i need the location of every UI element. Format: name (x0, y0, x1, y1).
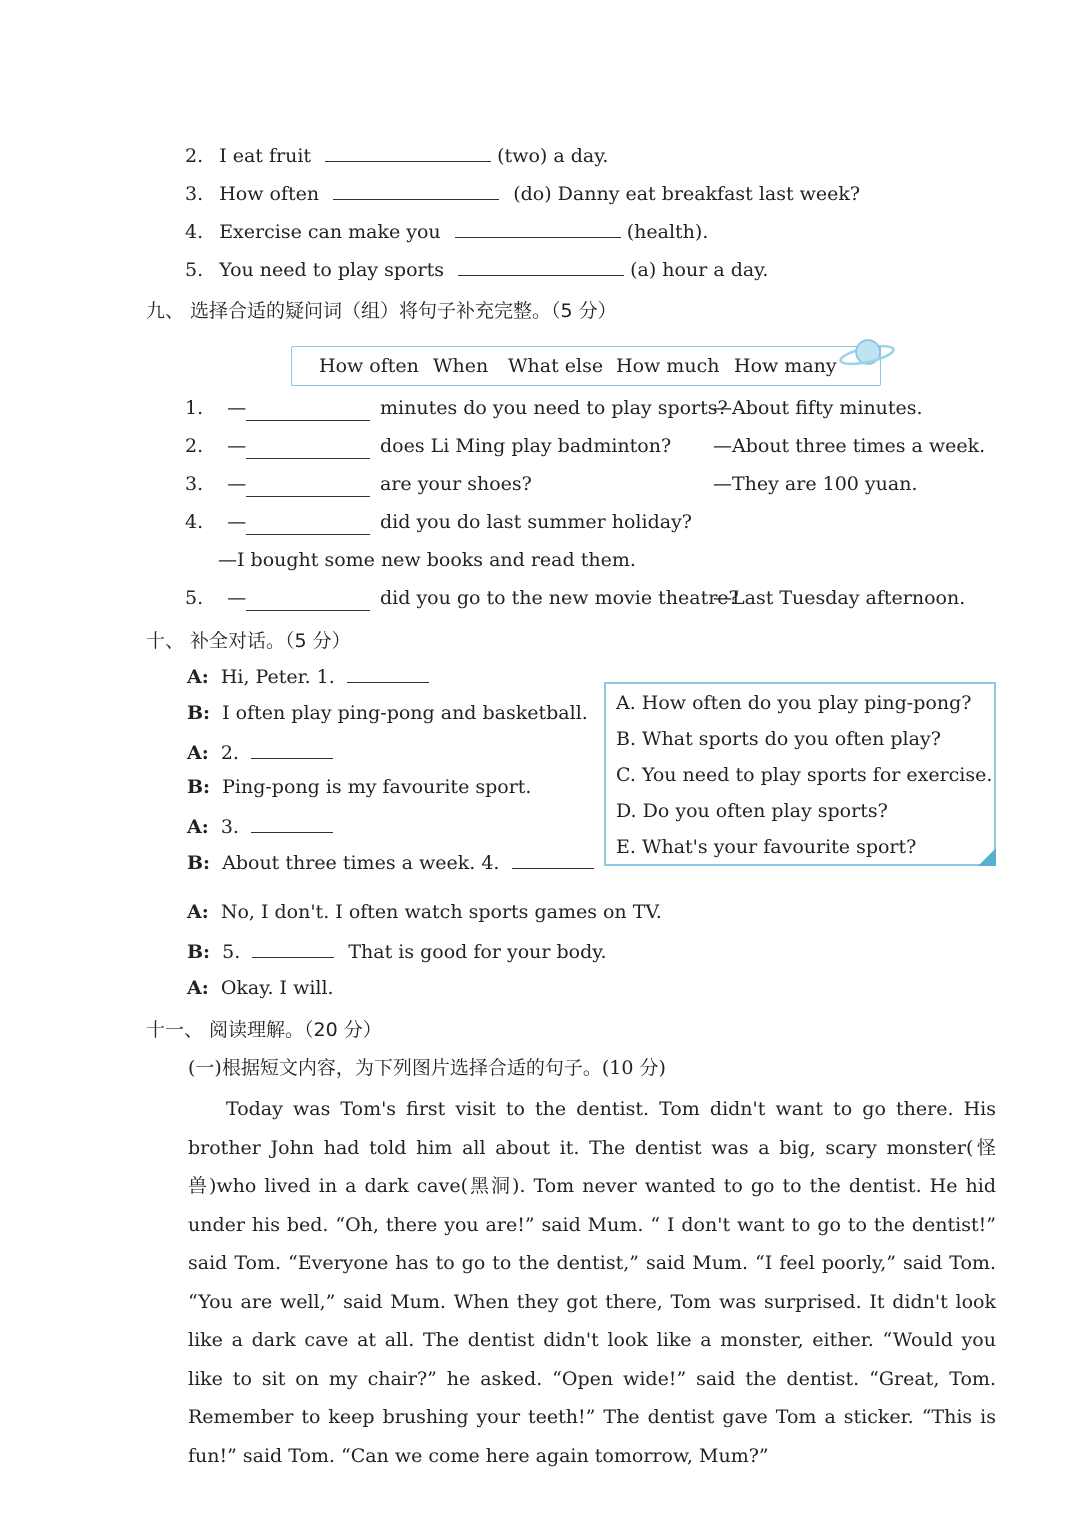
speaker-label: B: (187, 776, 211, 798)
answer-blank[interactable] (333, 181, 499, 200)
section-11-title: 十一、 阅读理解。（20 分） (146, 1019, 382, 1041)
item-text: Exercise can make you (219, 221, 441, 243)
dialogue-line (187, 776, 531, 798)
item-number: 3. (185, 183, 204, 205)
answer-text: —About three times a week. (713, 435, 986, 457)
word-bank-item: How much (616, 355, 720, 377)
planet-icon (838, 334, 896, 372)
item-number: 3. (185, 473, 204, 495)
answer-blank[interactable] (246, 440, 370, 459)
question-row (185, 397, 246, 419)
question-row (185, 511, 246, 533)
fill-item-3 (185, 181, 860, 205)
fill-item-2 (185, 143, 608, 167)
dash: — (227, 397, 247, 419)
dialogue-line (187, 901, 662, 923)
fill-item-4 (185, 219, 708, 243)
item-number: 1. (185, 397, 204, 419)
question-row (185, 435, 246, 457)
question-text: are your shoes? (380, 473, 532, 495)
item-hint: (two) a day. (497, 145, 609, 167)
item-number: 2. (185, 435, 204, 457)
corner-fold (978, 848, 996, 866)
answer-blank[interactable] (246, 592, 370, 611)
answer-text: —They are 100 yuan. (713, 473, 918, 495)
dialogue-text: I often play ping-pong and basketball. (222, 702, 588, 724)
answer-blank[interactable] (251, 740, 333, 759)
dialogue-line (187, 850, 594, 874)
dialogue-line (187, 702, 588, 724)
question-text: minutes do you need to play sports? (380, 397, 728, 419)
answer-blank[interactable] (512, 850, 594, 869)
question-text: did you do last summer holiday? (380, 511, 692, 533)
answer-blank[interactable] (455, 219, 621, 238)
word-bank-item: When (433, 355, 489, 377)
answer-text: —Last Tuesday afternoon. (713, 587, 966, 609)
dialogue-text: About three times a week. 4. (222, 852, 500, 874)
dash: — (227, 473, 247, 495)
answer-blank[interactable] (246, 516, 370, 535)
answer-blank[interactable] (325, 143, 491, 162)
option-a: A. How often do you play ping-pong? (616, 692, 972, 714)
options-box (604, 682, 996, 866)
dialogue-line (187, 664, 429, 688)
question-text: did you go to the new movie theatre? (380, 587, 739, 609)
question-row (185, 473, 246, 495)
question-text: does Li Ming play badminton? (380, 435, 672, 457)
dialogue-text: 3. (220, 816, 239, 838)
dialogue-text: That is good for your body. (348, 941, 607, 963)
section-9-title: 九、 选择合适的疑问词（组）将句子补充完整。（5 分） (146, 300, 617, 322)
answer-text: —I bought some new books and read them. (218, 549, 636, 571)
answer-blank[interactable] (347, 664, 429, 683)
word-bank-item: How many (734, 355, 837, 377)
item-text: I eat fruit (219, 145, 312, 167)
speaker-label: B: (187, 702, 211, 724)
dialogue-line (187, 977, 334, 999)
word-bank-item: How often (319, 355, 419, 377)
answer-blank[interactable] (246, 402, 370, 421)
dash: — (227, 511, 247, 533)
answer-blank[interactable] (252, 939, 334, 958)
dialogue-line (187, 740, 333, 764)
item-hint: (a) hour a day. (630, 259, 769, 281)
dialogue-text: No, I don't. I often watch sports games on TV. (220, 901, 662, 923)
section-11-subtitle: (一)根据短文内容，为下列图片选择合适的句子。(10 分) (188, 1057, 666, 1079)
answer-blank[interactable] (251, 814, 333, 833)
answer-blank[interactable] (458, 257, 624, 276)
item-hint: (health). (626, 221, 709, 243)
item-number: 5. (185, 259, 204, 281)
speaker-label: B: (187, 941, 211, 963)
item-text: How often (219, 183, 320, 205)
option-e: E. What's your favourite sport? (616, 836, 917, 858)
answer-blank[interactable] (246, 478, 370, 497)
answer-text: —About fifty minutes. (713, 397, 923, 419)
fill-item-5 (185, 257, 768, 281)
item-text: You need to play sports (219, 259, 444, 281)
item-number: 2. (185, 145, 204, 167)
question-row (185, 587, 246, 609)
dialogue-text: 5. (222, 941, 241, 963)
dash: — (227, 435, 247, 457)
item-number: 4. (185, 511, 204, 533)
dialogue-text: 2. (220, 742, 239, 764)
speaker-label: A: (187, 816, 209, 838)
option-b: B. What sports do you often play? (616, 728, 941, 750)
word-bank-box (291, 346, 881, 386)
dialogue-text: Okay. I will. (220, 977, 334, 999)
speaker-label: A: (187, 977, 209, 999)
item-number: 4. (185, 221, 204, 243)
option-d: D. Do you often play sports? (616, 800, 888, 822)
reading-passage: Today was Tom's first visit to the dentist. Tom didn't want to go there. His brother John had told him all about it. The dentist was a big, scary monster(怪兽)who lived in a dark cave(黑洞). Tom never wanted to go to the dentist. He hid under his bed. “Oh, there you are!” said Mum. “ I don't want to go to the dentist!” said Tom. “Everyone has to go to the dentist,” said Mum. “I feel poorly,” said Tom. “You are well,” said Mum. When they got there, Tom was surprised. It didn't look like a dark cave at all. The dentist didn't look like a monster, either. “Would you like to sit on my chair?” he asked. “Open wide!” said the dentist. “Great, Tom. Remember to keep brushing your teeth!” The dentist gave Tom a sticker. “This is fun!” said Tom. “Can we come here again tomorrow, Mum?” (188, 1098, 996, 1467)
speaker-label: A: (187, 666, 209, 688)
option-c: C. You need to play sports for exercise. (616, 764, 993, 786)
word-bank-item: What else (508, 355, 604, 377)
speaker-label: A: (187, 742, 209, 764)
speaker-label: A: (187, 901, 209, 923)
section-10-title: 十、 补全对话。（5 分） (146, 630, 351, 652)
dialogue-text: Hi, Peter. 1. (220, 666, 335, 688)
speaker-label: B: (187, 852, 211, 874)
dash: — (227, 587, 247, 609)
item-number: 5. (185, 587, 204, 609)
dialogue-line (187, 939, 607, 963)
item-hint: (do) Danny eat breakfast last week? (513, 183, 861, 205)
dialogue-text: Ping-pong is my favourite sport. (222, 776, 532, 798)
dialogue-line (187, 814, 333, 838)
